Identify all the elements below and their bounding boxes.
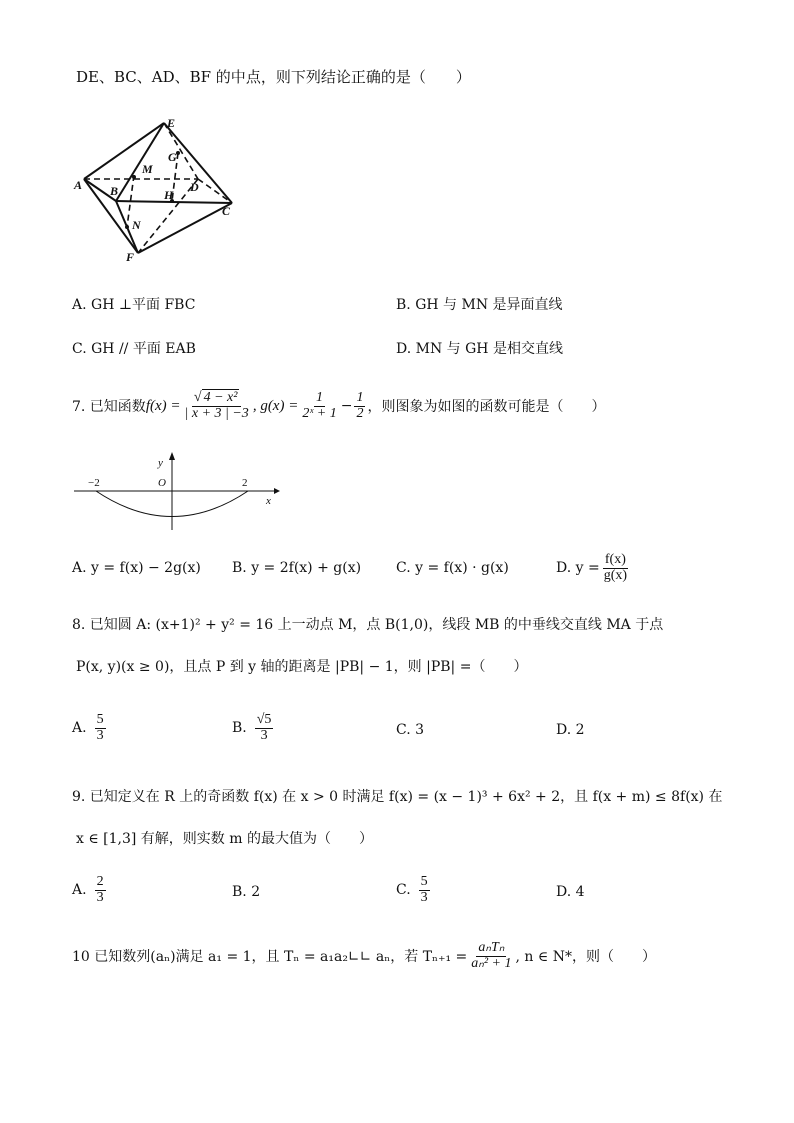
q7-half-denominator: 2 (356, 405, 364, 421)
q7-f-fraction: $\frac{\text{√ 4 − x²}}{| x + 3 | -3}$ (184, 389, 249, 421)
q7-half-fraction (354, 391, 365, 421)
q10-t-denominator: aₙ² + 1 (471, 955, 512, 971)
q9-option-c (396, 872, 432, 908)
q7-graph (70, 452, 280, 534)
q7-f-denominator: | x + 3 | −3 (184, 405, 249, 421)
edge-BC (116, 201, 232, 203)
q7-g-numerator: 1 (316, 389, 324, 405)
q9-option-c-label: C. (396, 882, 411, 898)
q7-g-fraction (300, 391, 338, 421)
octahedron-figure (72, 115, 252, 265)
q7-option-c: C. y = f(x) · g(x) (396, 560, 509, 576)
label-B: B (110, 184, 119, 198)
q9-option-c-numerator: 5 (420, 873, 428, 889)
graph-tick-neg2: −2 (88, 477, 100, 489)
edge-CF (138, 203, 232, 253)
label-H: H (164, 188, 174, 202)
q8-option-c: C. 3 (396, 722, 425, 738)
q8-option-b-label: B. (232, 720, 247, 736)
label-F: F (126, 250, 135, 264)
q10-t-fraction (469, 941, 513, 971)
q7-g-lhs: , g(x) = (252, 397, 299, 414)
q10-line-b: , n ∈ N*，则（ ） (515, 949, 656, 965)
q10-line-a: 10 已知数列(aₙ)满足 a₁ = 1，且 Tₙ = a₁a₂∟∟ aₙ，若 Tₙ₊₁ = (72, 949, 468, 965)
q6-option-d: D. MN 与 GH 是相交直线 (396, 341, 563, 357)
q6-stem: DE、BC、AD、BF 的中点，则下列结论正确的是（ ） (76, 68, 471, 86)
q10-t-numerator: aₙTₙ (478, 939, 505, 955)
q7-stem (72, 384, 605, 428)
q9-option-a-label: A. (72, 882, 87, 898)
edge-EB (116, 123, 164, 201)
q7-suffix: ，则图象为如图的函数可能是（ ） (367, 399, 606, 415)
q7-option-d-denominator: g(x) (603, 567, 628, 583)
label-N: N (132, 218, 141, 232)
q8-option-a-label: A. (72, 720, 87, 736)
q8-option-a-fraction (95, 713, 106, 743)
graph-tick-pos2: 2 (242, 477, 248, 489)
q7-f-lhs: f(x) = (145, 397, 181, 414)
q7-option-a: A. y = f(x) − 2g(x) (72, 560, 201, 576)
q9-option-c-fraction (419, 875, 430, 905)
q8-option-a-numerator: 5 (96, 711, 104, 727)
q7-option-d-label: D. y = (556, 560, 600, 576)
q8-option-b (232, 708, 275, 748)
q9-option-a (72, 872, 108, 908)
q8-option-a (72, 710, 108, 746)
q8-line1: 8. 已知圆 A: (x+1)² + y² = 16 上一动点 M，点 B(1,0)，线段 MB 的中垂线交直线 MA 于点 (72, 617, 664, 633)
q7-minus: − (340, 398, 353, 414)
q7-f-numerator: 4 − x² (203, 389, 238, 405)
q9-option-d: D. 4 (556, 884, 585, 900)
label-M: M (142, 162, 153, 176)
q7-prefix: 7. 已知函数 (72, 399, 146, 415)
q9-line1: 9. 已知定义在 R 上的奇函数 f(x) 在 x > 0 时满足 f(x) = (x − 1)³ + 6x² + 2，且 f(x + m) ≤ 8f(x) 在 (72, 789, 723, 805)
q6-option-b: B. GH 与 MN 是异面直线 (396, 297, 563, 313)
q7-option-d-fraction (602, 553, 629, 583)
q6-option-c: C. GH // 平面 EAB (72, 341, 196, 357)
label-G: G (168, 150, 177, 164)
q7-g-denominator: 2ˣ + 1 (302, 405, 337, 421)
q9-option-a-fraction (95, 875, 106, 905)
q9-line2: x ∈ [1,3] 有解，则实数 m 的最大值为（ ） (76, 831, 373, 847)
q8-option-b-fraction (255, 713, 274, 743)
q6-option-a: A. GH ⊥平面 FBC (72, 297, 196, 313)
graph-y-label: y (158, 457, 163, 469)
q7-half-numerator: 1 (356, 389, 364, 405)
q7-option-d-numerator: f(x) (604, 551, 626, 567)
graph-origin-label: O (158, 477, 166, 489)
q7-option-b: B. y = 2f(x) + g(x) (232, 560, 362, 576)
q8-option-d: D. 2 (556, 722, 585, 738)
q9-option-c-denominator: 3 (420, 889, 428, 905)
q9-option-a-numerator: 2 (96, 873, 104, 889)
q8-option-a-denominator: 3 (96, 727, 104, 743)
q9-option-a-denominator: 3 (96, 889, 104, 905)
q7-option-d (556, 550, 631, 586)
label-D: D (190, 180, 199, 194)
q9-option-b: B. 2 (232, 884, 261, 900)
label-A: A (74, 178, 83, 192)
label-E: E (167, 116, 176, 130)
q8-line2: P(x, y)(x ≥ 0)，且点 P 到 y 轴的距离是 |PB| − 1，则 |PB| =（ ） (76, 659, 528, 675)
q8-option-b-numerator: √5 (256, 711, 272, 727)
label-C: C (222, 204, 231, 218)
q10-stem (72, 936, 656, 976)
graph-x-label: x (266, 495, 271, 507)
q8-option-b-denominator: 3 (260, 727, 268, 743)
